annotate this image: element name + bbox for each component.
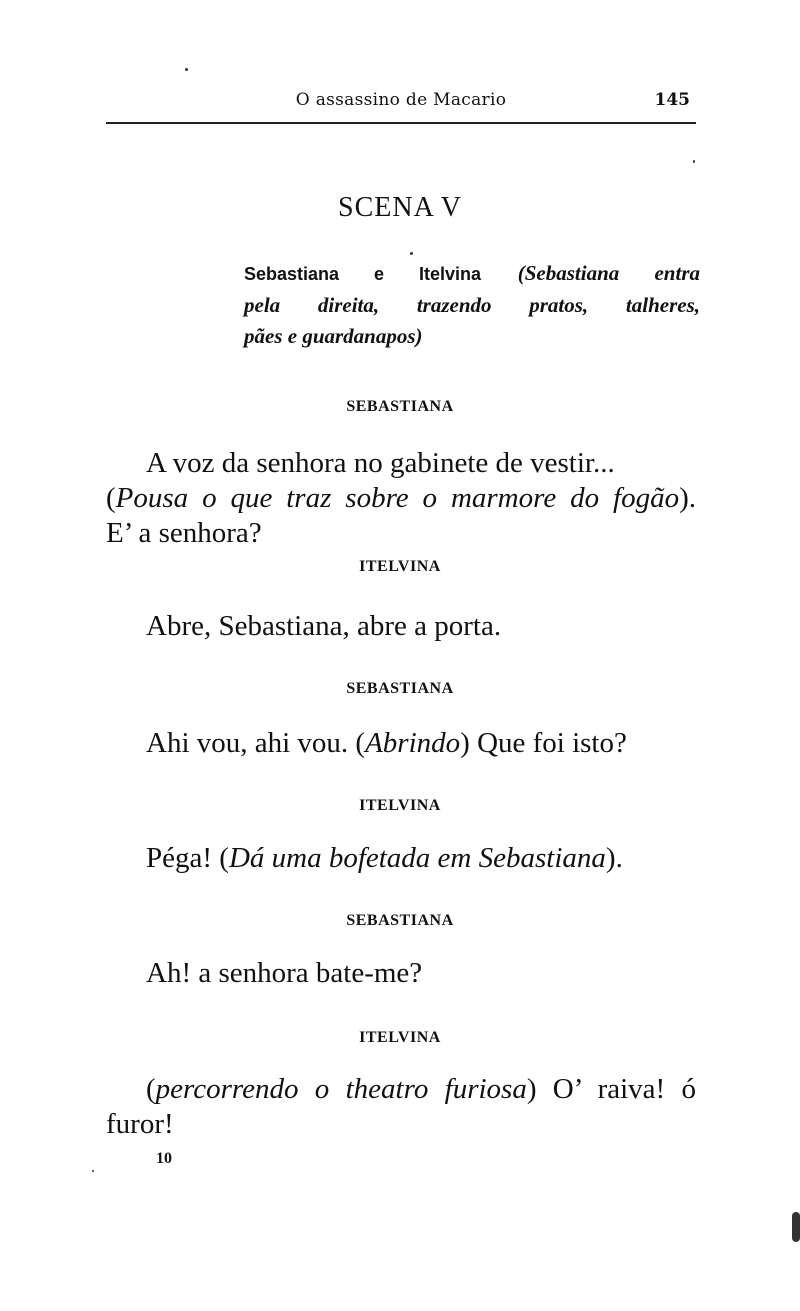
stage-direction-2: pela direita, trazendo pratos, talheres,: [244, 293, 700, 317]
speaker-name: SEBASTIANA: [346, 912, 454, 929]
speaker-name: SEBASTIANA: [346, 680, 454, 697]
header-rule: [106, 122, 696, 124]
speech-line: [106, 726, 696, 761]
running-header: [106, 86, 696, 116]
speaker-name: SEBASTIANA: [346, 398, 454, 415]
speech-line: [106, 481, 696, 516]
cast-description: [244, 258, 700, 352]
speech-block: [106, 1072, 696, 1142]
scan-speck: [792, 1212, 800, 1242]
speech-line: E’ a senhora?: [106, 517, 262, 549]
stage-direction-3: pães e guardanapos): [244, 324, 423, 348]
paren: ).: [679, 482, 696, 514]
speech-block: [106, 609, 696, 644]
speech-text: Ahi vou, ahi vou. (: [146, 727, 366, 759]
paren: (: [106, 482, 116, 514]
running-title: O assassino de Macario: [295, 90, 507, 110]
scan-speck: [410, 252, 413, 255]
speech-block: [106, 446, 696, 551]
page-number: 145: [654, 90, 690, 110]
speech-line: [106, 1072, 696, 1107]
speech-line: [106, 841, 696, 876]
speech-line: furor!: [106, 1108, 174, 1140]
speech-text: Péga! (: [146, 842, 229, 874]
scan-speck: [92, 1170, 94, 1172]
cast-line-1: [244, 258, 700, 290]
paren: (: [146, 1073, 156, 1105]
stage-direction: Pousa o que traz sobre o marmore do fogão: [115, 482, 680, 514]
stage-direction: Dá uma bofetada em Sebastiana: [228, 842, 606, 874]
speech-block: [106, 956, 696, 991]
speaker-name: ITELVINA: [359, 1029, 441, 1046]
scan-speck: [693, 160, 695, 163]
speaker-name: ITELVINA: [359, 797, 441, 814]
speech-line: Abre, Sebastiana, abre a porta.: [146, 610, 502, 642]
stage-direction: Abrindo: [365, 727, 461, 759]
speech-line: A voz da senhora no gabinete de vestir...: [146, 447, 615, 479]
speech-text: ).: [605, 842, 623, 874]
scan-speck: [185, 68, 188, 71]
speech-text: ) Que foi isto?: [460, 727, 627, 759]
speech-text: ) O’ raiva! ó: [526, 1073, 696, 1105]
cast-names: Sebastiana e Itelvina: [244, 264, 482, 284]
stage-direction: percorrendo o theatro furiosa: [155, 1073, 527, 1105]
signature-mark: 10: [156, 1150, 172, 1167]
speaker-name: ITELVINA: [359, 558, 441, 575]
speech-block: [106, 726, 696, 761]
scene-title: SCENA V: [338, 192, 462, 223]
stage-direction-1: (Sebastiana entra: [517, 261, 700, 285]
speech-line: Ah! a senhora bate-me?: [146, 957, 423, 989]
speech-block: [106, 841, 696, 876]
